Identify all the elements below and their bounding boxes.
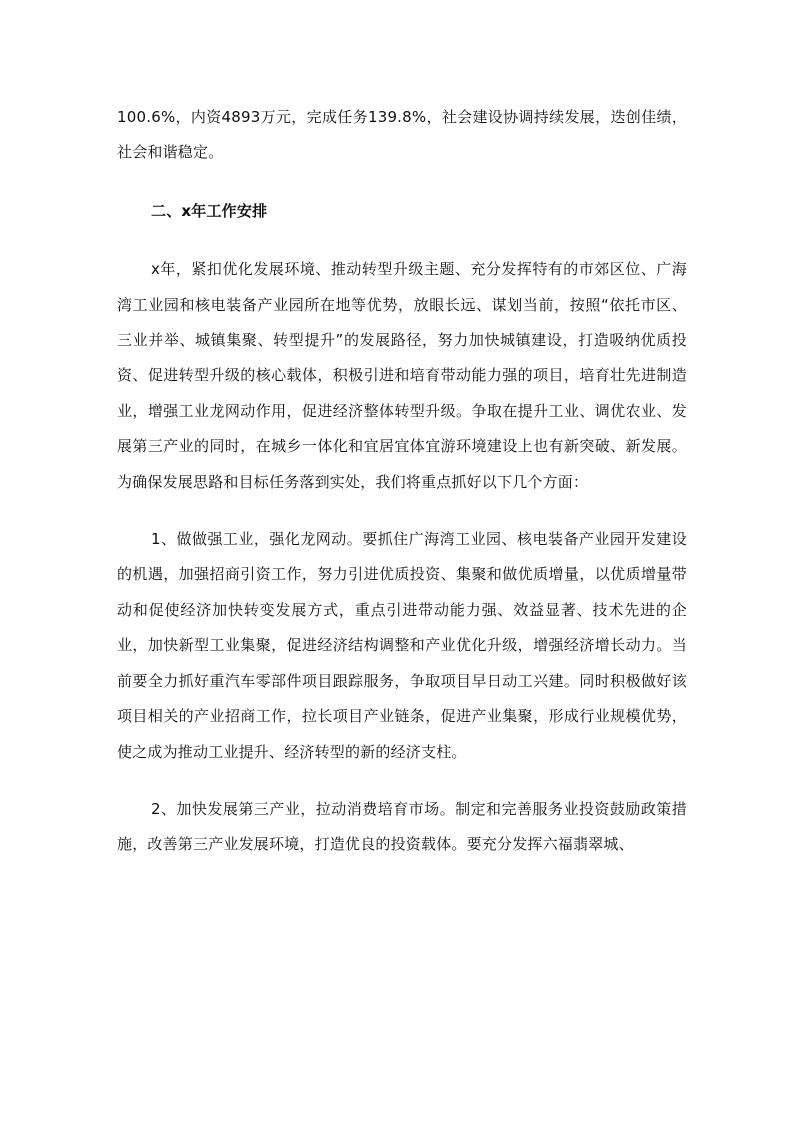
paragraph-tertiary: 2、加快发展第三产业，拉动消费培育市场。制定和完善服务业投资鼓励政策措施，改善第三产业发展环境，打造优良的投资载体。要充分发挥六福翡翠城、 [117, 799, 687, 854]
section-heading: 二、x年工作安排 [151, 201, 268, 220]
paragraph-overview: x年，紧扣优化发展环境、推动转型升级主题、充分发挥特有的市郊区位、广海湾工业园和核电装备产业园所在地等优势，放眼长远、谋划当前，按照“依托市区、三业并举、城镇集聚、转型提升”的发展路径，努力加快城镇建设，打造吸纳优质投资、促进转型升级的核心载体，积极引进和培育带动能力强的项目，培育壮先进制造业，增强工业龙网动作用，促进经济整体转型升级。争取在提升工业、调优农业、发展第三产业的同时，在城乡一体化和宜居宜体宜游环境建设上也有新突破、新发展。为确保发展思路和目标任务落到实处，我们将重点抓好以下几个方面： [117, 260, 687, 491]
paragraph-industry: 1、做做强工业，强化龙网动。要抓住广海湾工业园、核电装备产业园开发建设的机遇，加强招商引资工作，努力引进优质投资、集聚和做优质增量，以优质增量带动和促使经济加快转变发展方式，重点引进带动能力强、效益显著、技术先进的企业，加快新型工业集聚，促进经济结构调整和产业优化升级，增强经济增长动力。当前要全力抓好重汽车零部件项目跟踪服务，争取项目早日动工兴建。同时积极做好该项目相关的产业招商工作，拉长项目产业链条，促进产业集聚，形成行业规模优势，使之成为推动工业提升、经济转型的新的经济支柱。 [117, 530, 687, 761]
document-body [117, 100, 687, 863]
intro-paragraph: 100.6%，内资4893万元，完成任务139.8%，社会建设协调持续发展，迭创佳绩，社会和谐稳定。 [117, 108, 687, 162]
